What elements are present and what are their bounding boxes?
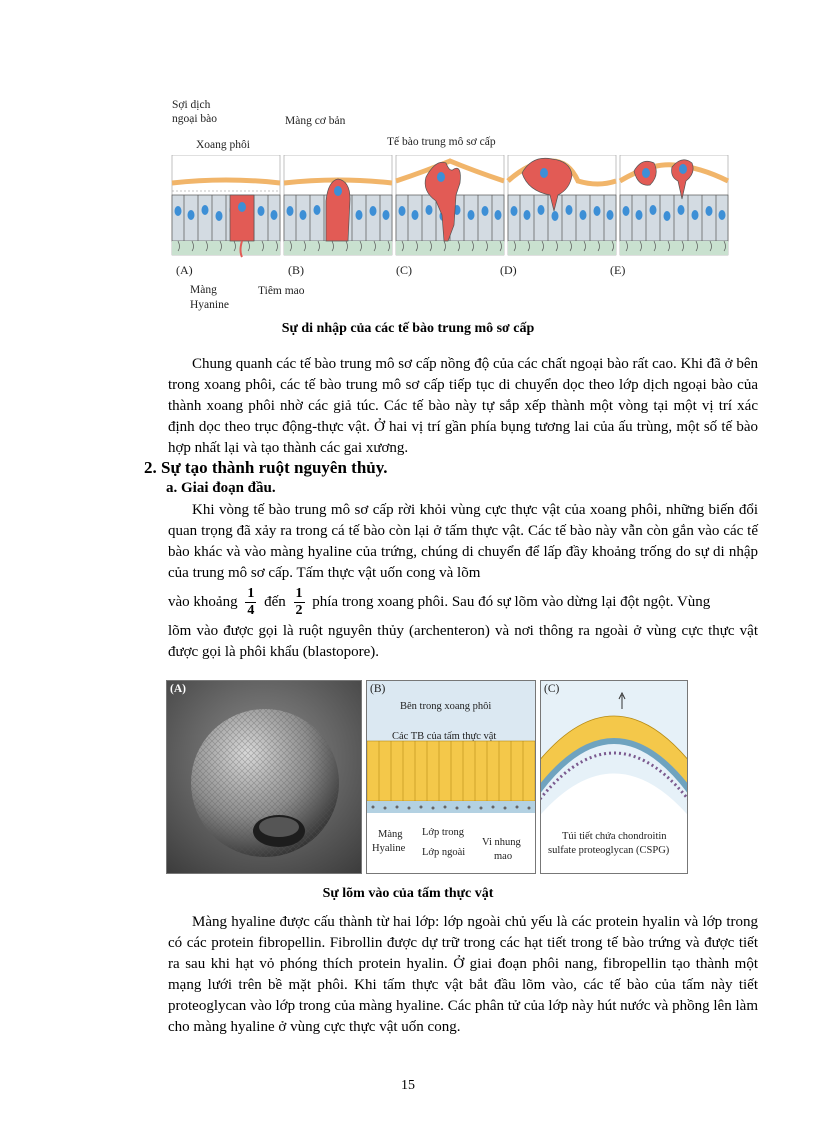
fraction-numerator: 1	[247, 586, 255, 601]
paragraph-text: Chung quanh các tế bào trung mô sơ cấp nồng độ của các chất ngoại bào rất cao. Khi đã ở bên trong xoang phôi, các tế bào trung mô sơ cấp tiếp tục di chuyển dọc theo lớp dịch ngoại bào của thành xoang phôi nhờ các giả túc. Các tế bào này tự sắp xếp thành một vòng tại một vị trí xác định dọc theo trục động-thực vật. Ở hai vị trí gần phía bụng tương lai của ấu trùng, một số tế bào hợp nhất lại và tạo thành các gai xương.	[168, 356, 758, 456]
fraction-denominator: 2	[295, 603, 303, 618]
panel-label-e: (E)	[610, 263, 626, 277]
figure2-caption: Sự lõm vào của tấm thực vật	[322, 886, 494, 901]
label-vi-nhung: Vi nhung	[482, 837, 521, 848]
label-mang: Màng	[378, 829, 403, 840]
paragraph-archenteron	[168, 500, 758, 663]
paragraph-text: Màng hyaline được cấu thành từ hai lớp: lớp ngoài chủ yếu là các protein hyalin và lớp trong có các protein fibropellin. Fibrollin được dự trữ trong các hạt tiết trong tế bào trứng và được tiết ra sau khi hạt vỏ phóng thích protein hyalin. Ở giai đoạn phôi nang, fibropellin tạo thành một mạng lưới trên bề mặt phôi. Khi tấm thực vật bắt đầu lõm vào, các tế bào của tấm này tiết proteoglycan vào lớp trong của màng hyaline. Các phân tử của lớp này hút nước và phồng lên làm cho màng hyaline ở vùng cực thực vật uốn cong.	[168, 914, 758, 1035]
label-mang-co-ban: Màng cơ bản	[285, 115, 346, 127]
paragraph-fraction-line	[168, 586, 758, 619]
label-lop-ngoai: Lớp ngoài	[422, 847, 466, 858]
paragraph-text-part1: Khi vòng tế bào trung mô sơ cấp rời khỏi vùng cực thực vật của xoang phôi, những biến đổi quan trọng đã xảy ra trong cá tế bào còn lại ở tấm thực vật. Các tế bào này vẫn còn gắn vào các tế bào khác và vào màng hyaline của trứng, chúng di chuyển để lấp đầy khoảng trống do sự di nhập của trung mô sơ cấp. Tấm thực vật uốn cong và lõm	[168, 502, 758, 581]
text-between-fractions: đến	[264, 593, 286, 610]
label-soi-dich: Sợi dịch	[172, 99, 211, 111]
migration-diagram	[170, 155, 730, 285]
paragraph-hyaline	[168, 912, 758, 1038]
fraction-one-half	[294, 586, 305, 619]
panel-label-b: (B)	[288, 263, 304, 277]
panel-label-a: (A)	[176, 263, 193, 277]
sem-embryo-image	[167, 681, 361, 873]
label-mang: Màng	[190, 284, 217, 296]
sem-image-panel	[166, 680, 362, 874]
paragraph-text-part3: lõm vào được gọi là ruột nguyên thủy (archenteron) và nơi thông ra ngoài ở vùng cực thực vật được gọi là phôi khẩu (blastopore).	[168, 623, 758, 660]
fraction-numerator: 1	[295, 586, 303, 601]
panel-label-c: (C)	[396, 263, 412, 277]
text-post-fraction: phía trong xoang phôi. Sau đó sự lõm vào dừng lại đột ngột. Vùng	[312, 593, 711, 610]
page-number: 15	[401, 1078, 415, 1093]
text-pre-fraction: vào khoảng	[168, 593, 238, 610]
fig2-panel-a-label: (A)	[170, 683, 186, 695]
label-mao: mao	[494, 851, 513, 862]
figure1-caption: Sự di nhập của các tế bào trung mô sơ cấp	[281, 321, 535, 336]
subsection-heading: a. Giai đoạn đầu.	[166, 480, 276, 496]
section-heading: 2. Sự tạo thành ruột nguyên thủy.	[144, 458, 388, 477]
paragraph-mesenchyme	[168, 354, 758, 459]
label-hyanine: Hyanine	[190, 299, 229, 311]
label-lop-trong: Lớp trong	[422, 827, 465, 838]
label-tiem-mao: Tiêm mao	[258, 285, 305, 297]
label-ben-trong: Bên trong xoang phôi	[400, 701, 492, 712]
label-ngoai-bao: ngoại bào	[172, 113, 218, 125]
label-cac-tb: Các TB của tấm thực vật	[392, 731, 497, 742]
fig2-panel-b-label: (B)	[370, 683, 386, 695]
label-te-bao-trung-mo: Tế bào trung mô sơ cấp	[387, 136, 496, 148]
fraction-one-quarter	[245, 586, 256, 619]
fraction-denominator: 4	[247, 603, 255, 618]
panel-label-d: (D)	[500, 263, 517, 277]
label-sulfate: sulfate proteoglycan (CSPG)	[548, 845, 670, 856]
fig2-panel-c-label: (C)	[544, 683, 560, 695]
label-tui-tiet: Túi tiết chứa chondroitin	[562, 831, 667, 842]
label-hyaline: Hyaline	[372, 843, 406, 854]
label-xoang-phoi: Xoang phôi	[196, 139, 250, 151]
